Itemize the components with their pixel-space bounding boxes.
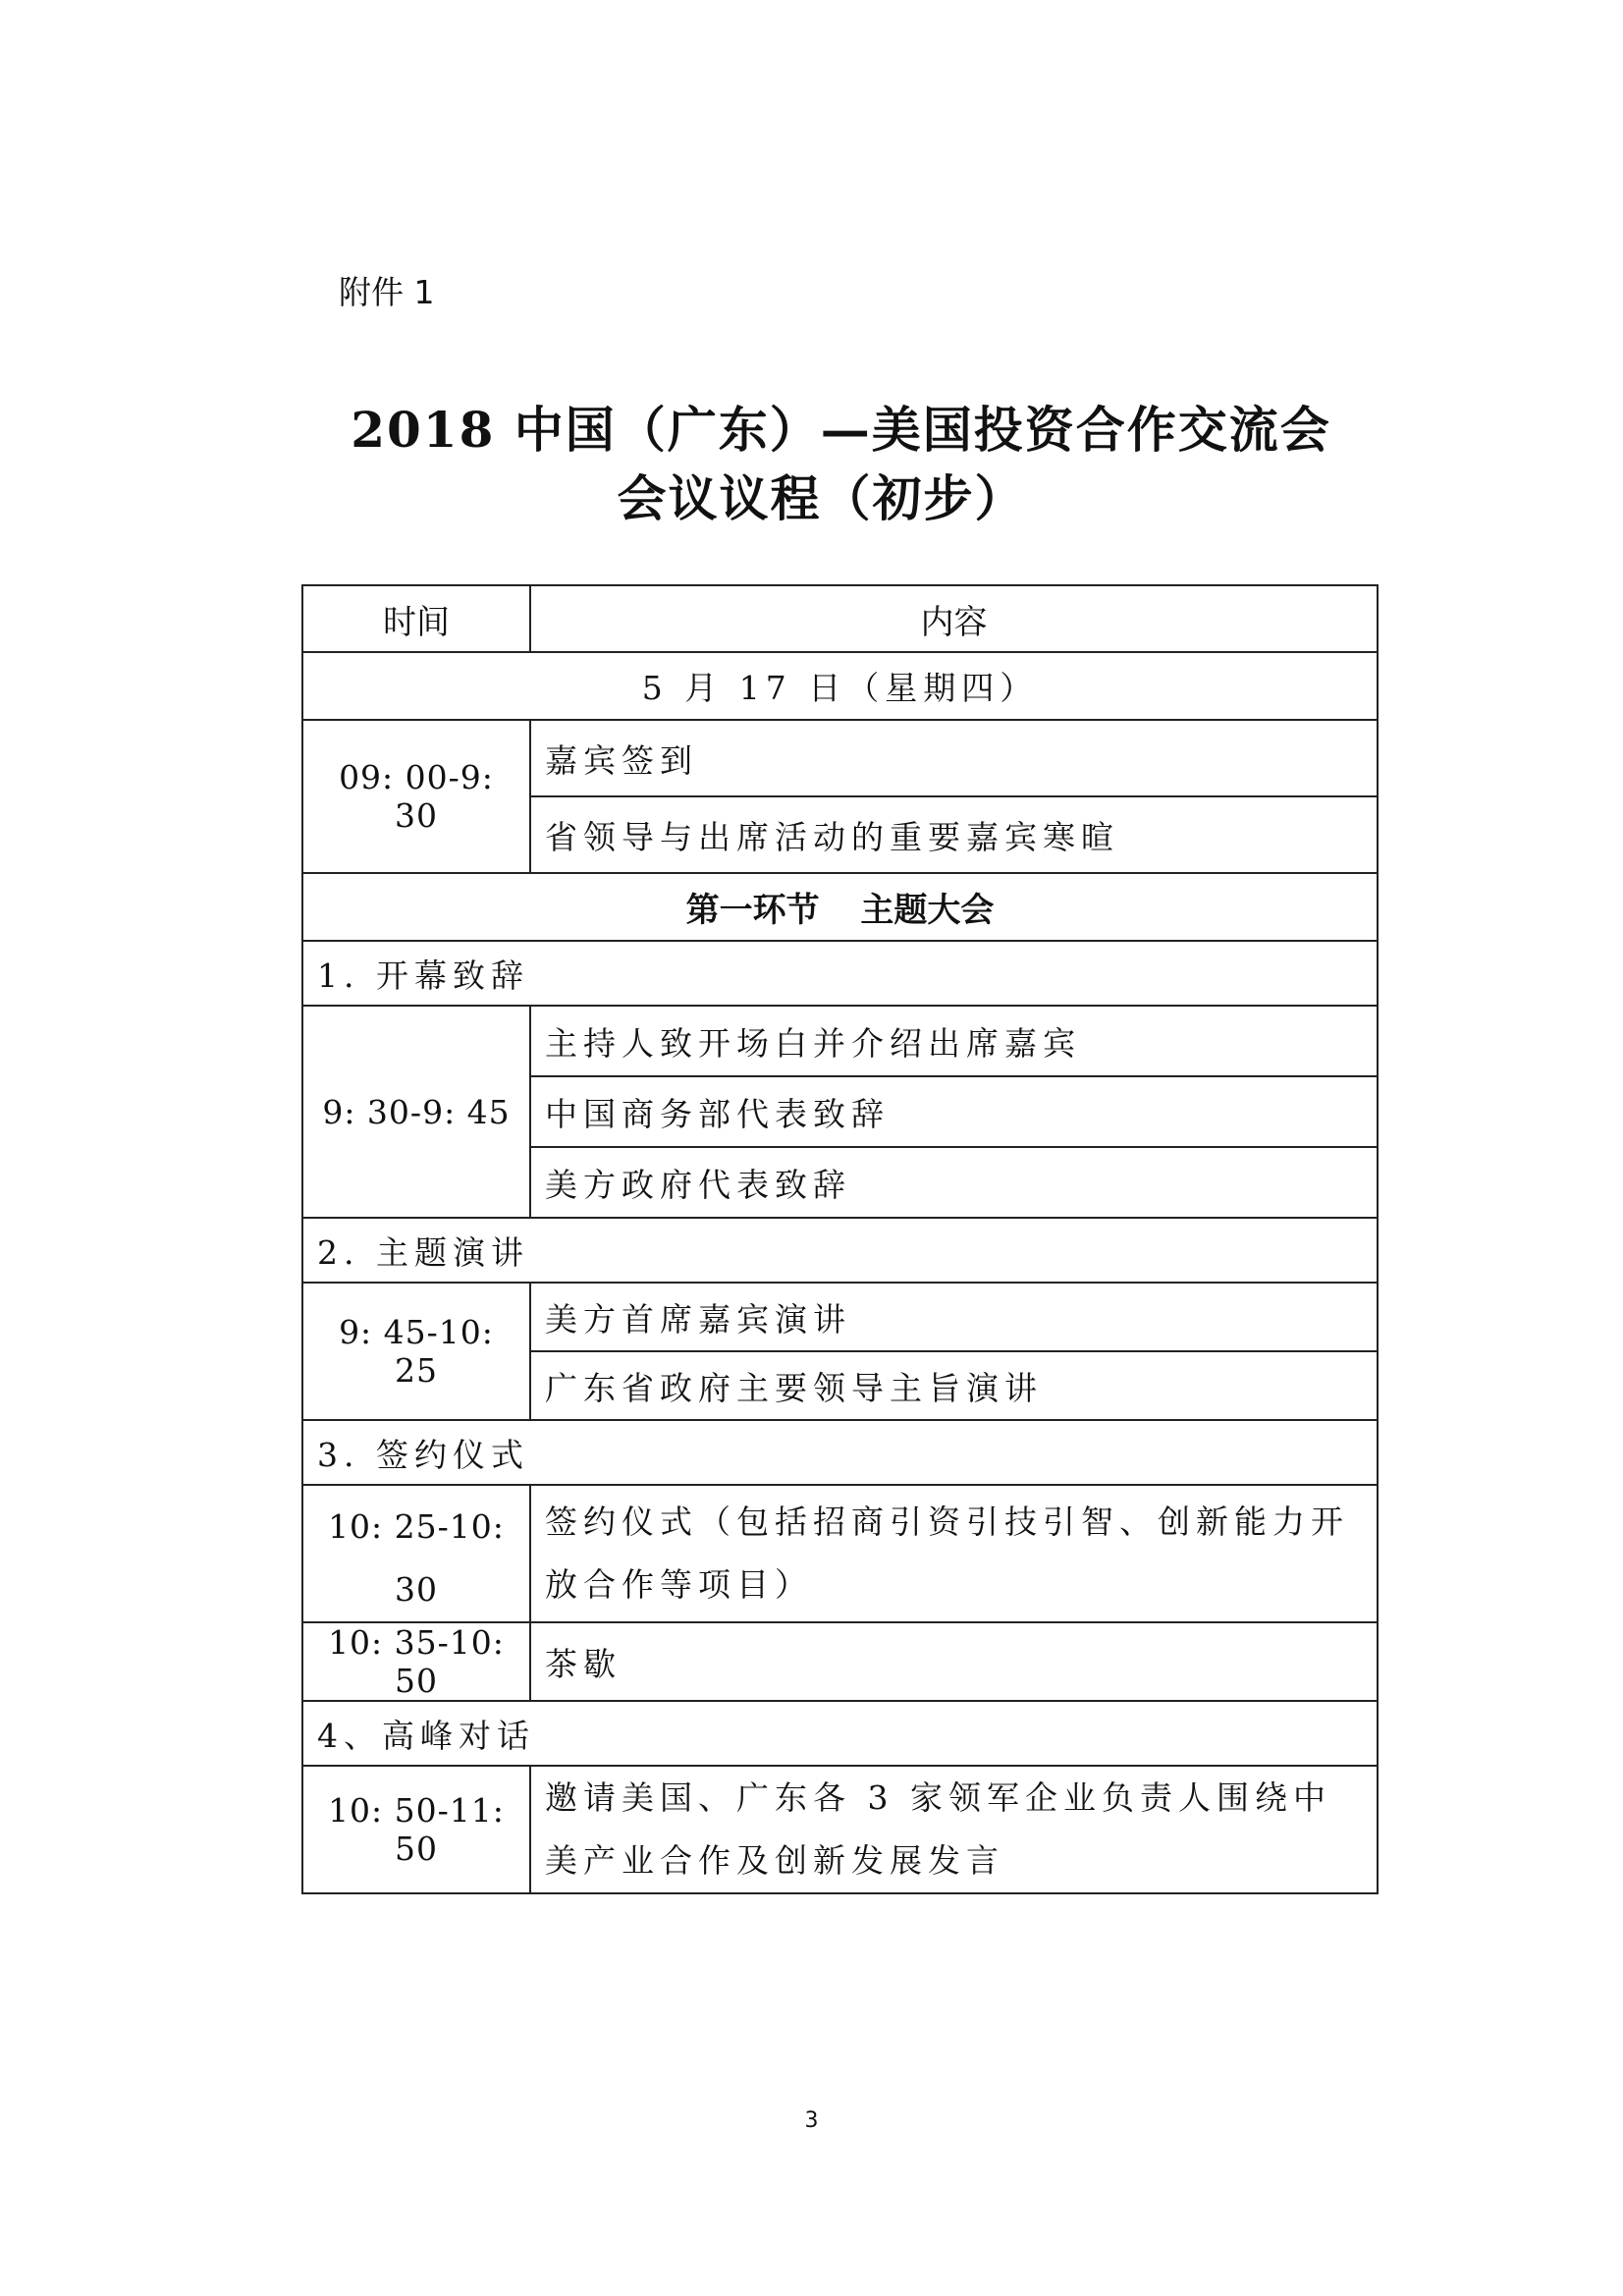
group-row [302, 941, 1378, 1006]
agenda-table [301, 584, 1379, 1894]
header-content: 内容 [530, 585, 1378, 652]
date-row [302, 652, 1378, 720]
time-cell: 9: 30-9: 45 [302, 1006, 530, 1218]
agenda-item: 茶歇 [530, 1622, 1378, 1701]
table-row [302, 1485, 1378, 1622]
agenda-item: 嘉宾签到 [530, 720, 1378, 796]
time-cell: 10: 50-11: 50 [302, 1766, 530, 1893]
table-row [302, 720, 1378, 796]
time-cell: 10: 35-10: 50 [302, 1622, 530, 1701]
group-row [302, 1701, 1378, 1766]
agenda-item: 美方首席嘉宾演讲 [530, 1283, 1378, 1351]
attachment-label: 附件 1 [339, 273, 435, 311]
group-row [302, 1218, 1378, 1283]
agenda-item: 省领导与出席活动的重要嘉宾寒暄 [530, 796, 1378, 873]
table-row [302, 1622, 1378, 1701]
time-cell: 9: 45-10: 25 [302, 1283, 530, 1420]
agenda-item: 广东省政府主要领导主旨演讲 [530, 1351, 1378, 1420]
section-row [302, 873, 1378, 941]
group-title: 1. 开幕致辞 [302, 941, 1378, 1006]
agenda-item: 签约仪式（包括招商引资引技引智、创新能力开放合作等项目） [530, 1485, 1378, 1622]
time-cell: 09: 00-9: 30 [302, 720, 530, 873]
time-cell: 10: 25-10: 30 [302, 1485, 530, 1622]
agenda-item: 主持人致开场白并介绍出席嘉宾 [530, 1006, 1378, 1076]
table-row [302, 1006, 1378, 1076]
table-header-row [302, 585, 1378, 652]
group-title: 2. 主题演讲 [302, 1218, 1378, 1283]
date-cell: 5 月 17 日（星期四） [302, 652, 1378, 720]
document-title: 2018 中国（广东）—美国投资合作交流会 [351, 401, 1331, 459]
agenda-item: 邀请美国、广东各 3 家领军企业负责人围绕中美产业合作及创新发展发言 [530, 1766, 1378, 1893]
section-title: 第一环节 主题大会 [302, 873, 1378, 941]
group-title: 3. 签约仪式 [302, 1420, 1378, 1485]
header-time: 时间 [302, 585, 530, 652]
group-title: 4、高峰对话 [302, 1701, 1378, 1766]
agenda-item: 中国商务部代表致辞 [530, 1076, 1378, 1147]
document-subtitle: 会议议程（初步） [617, 469, 1026, 527]
table-row [302, 1283, 1378, 1351]
table-row [302, 1766, 1378, 1893]
group-row [302, 1420, 1378, 1485]
page-number: 3 [804, 2108, 819, 2133]
agenda-item: 美方政府代表致辞 [530, 1147, 1378, 1218]
